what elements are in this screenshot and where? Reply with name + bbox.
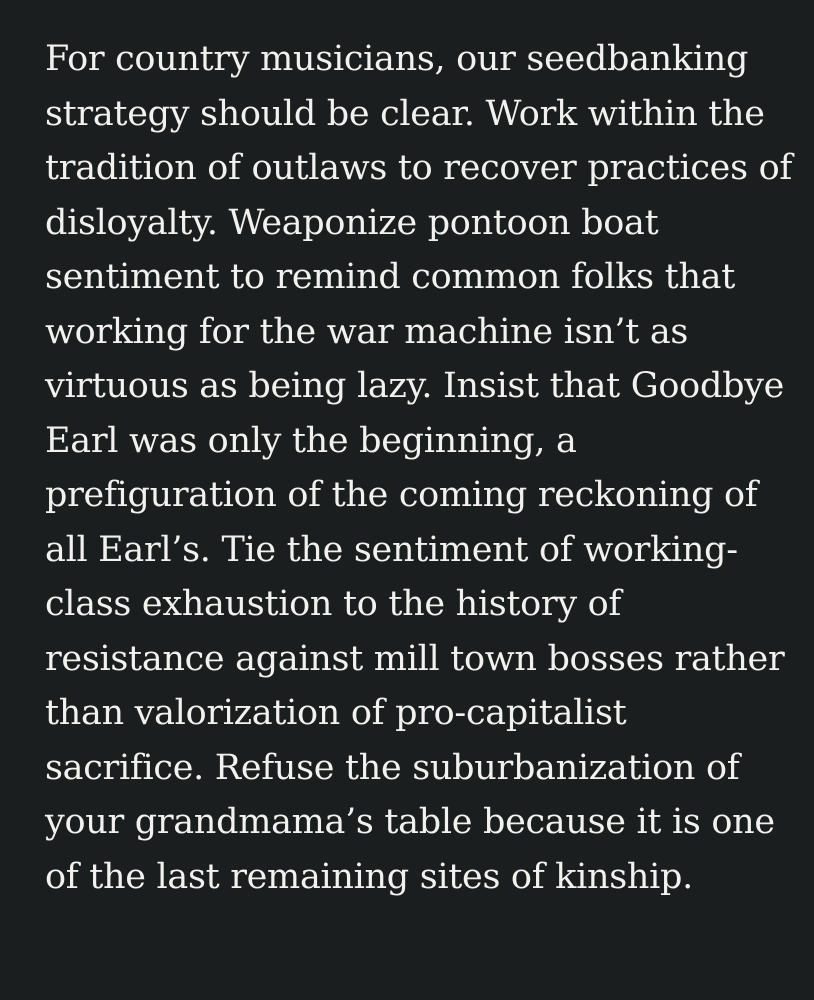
- paragraph-line: For country musicians, our seedbanking: [45, 39, 749, 79]
- paragraph-line: of the last remaining sites of kinship.: [45, 856, 693, 897]
- paragraph-line: tradition of outlaws to recover practices of: [45, 148, 793, 188]
- paragraph-line: class exhaustion to the history of: [45, 584, 622, 624]
- paragraph-line: virtuous as being lazy. Insist that Goodbye: [45, 366, 785, 406]
- paragraph-line: prefiguration of the coming reckoning of: [45, 475, 758, 515]
- paragraph-line: strategy should be clear. Work within the: [45, 93, 765, 134]
- paragraph-line: sentiment to remind common folks that: [45, 257, 736, 297]
- paragraph-line: sacrifice. Refuse the suburbanization of: [45, 747, 740, 788]
- article-paragraph: [45, 32, 805, 904]
- paragraph-line: Earl was only the beginning, a: [45, 420, 577, 461]
- paragraph-line: working for the war machine isn’t as: [45, 311, 689, 352]
- paragraph-line: all Earl’s. Tie the sentiment of working-: [45, 529, 738, 570]
- paragraph-line: than valorization of pro-capitalist: [45, 693, 627, 733]
- paragraph-line: your grandmama’s table because it is one: [45, 802, 775, 842]
- paragraph-line: disloyalty. Weaponize pontoon boat: [45, 202, 659, 243]
- paragraph-line: resistance against mill town bosses rather: [45, 638, 785, 679]
